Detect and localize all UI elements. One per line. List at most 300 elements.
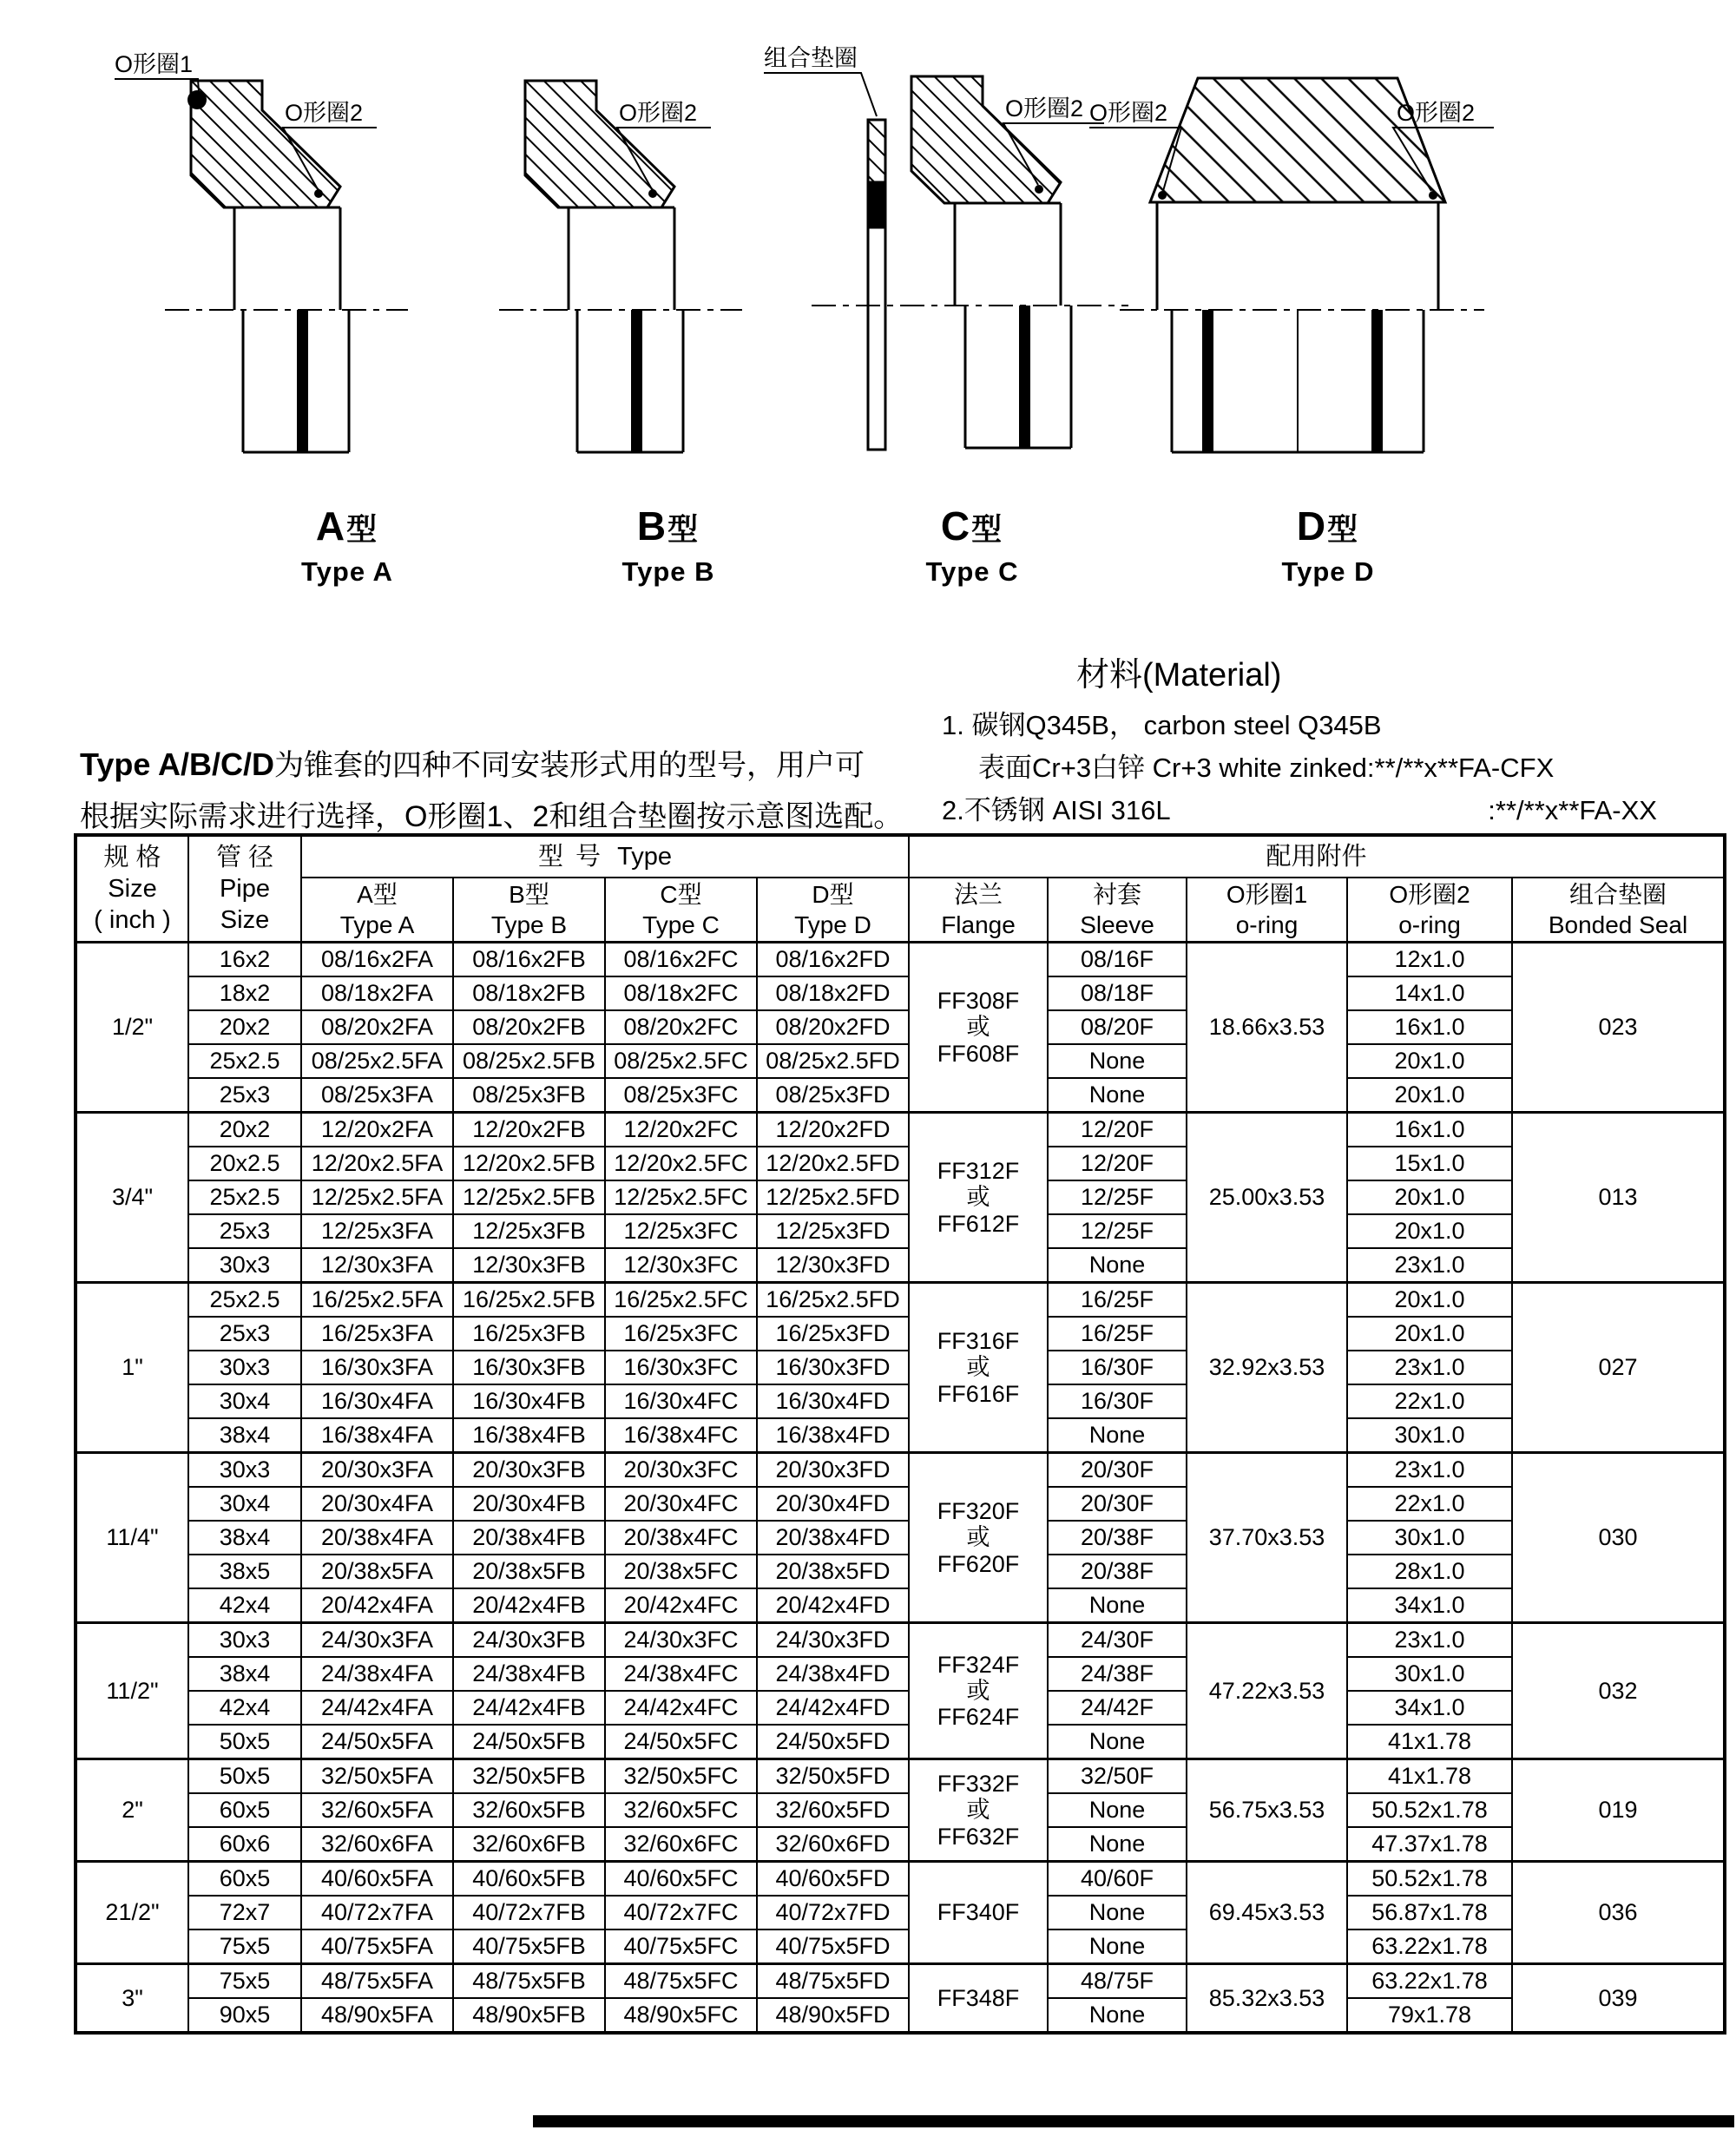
type-d-title: D型 Type D bbox=[1281, 503, 1375, 587]
model-type-c-cell: 08/20x2FC bbox=[605, 1010, 757, 1044]
oring2-cell: 20x1.0 bbox=[1347, 1283, 1512, 1318]
model-type-d-cell: 20/42x4FD bbox=[757, 1588, 909, 1623]
oring2-cell: 12x1.0 bbox=[1347, 943, 1512, 977]
sleeve-cell: 40/60F bbox=[1048, 1862, 1187, 1897]
table-row bbox=[76, 1078, 1725, 1113]
table-row bbox=[76, 1929, 1725, 1964]
model-type-c-cell: 24/50x5FC bbox=[605, 1725, 757, 1759]
model-type-d-cell: 16/25x3FD bbox=[757, 1317, 909, 1351]
col-header-type-group: 型 号 Type bbox=[301, 835, 909, 878]
pipe-size-cell: 20x2 bbox=[188, 1010, 301, 1044]
model-type-a-cell: 40/75x5FA bbox=[301, 1929, 453, 1964]
table-row bbox=[76, 1827, 1725, 1862]
model-type-c-cell: 20/38x5FC bbox=[605, 1555, 757, 1588]
col-header-pipe: 管 径 Pipe Size bbox=[188, 835, 301, 943]
model-type-a-cell: 32/60x6FA bbox=[301, 1827, 453, 1862]
sleeve-cell: 24/30F bbox=[1048, 1623, 1187, 1658]
model-type-b-cell: 24/42x4FB bbox=[453, 1691, 605, 1725]
oring2-callout-label: O形圈2 bbox=[285, 100, 364, 126]
sleeve-cell: None bbox=[1048, 1044, 1187, 1078]
table-row bbox=[76, 1623, 1725, 1658]
model-type-d-cell: 12/30x3FD bbox=[757, 1248, 909, 1283]
sleeve-cell: 24/42F bbox=[1048, 1691, 1187, 1725]
model-type-a-cell: 20/38x4FA bbox=[301, 1521, 453, 1555]
oring2-right-dot bbox=[1429, 191, 1437, 200]
spec-table bbox=[74, 833, 1726, 2035]
sleeve-cell: None bbox=[1048, 1725, 1187, 1759]
sleeve-cell: 08/16F bbox=[1048, 943, 1187, 977]
table-row bbox=[76, 1793, 1725, 1827]
model-type-b-cell: 48/75x5FB bbox=[453, 1964, 605, 1999]
model-type-d-cell: 32/60x6FD bbox=[757, 1827, 909, 1862]
oring2-cell: 41x1.78 bbox=[1347, 1725, 1512, 1759]
model-type-d-cell: 08/18x2FD bbox=[757, 976, 909, 1010]
model-type-d-cell: 12/25x3FD bbox=[757, 1214, 909, 1248]
oring2-cell: 22x1.0 bbox=[1347, 1487, 1512, 1521]
model-type-c-cell: 12/30x3FC bbox=[605, 1248, 757, 1283]
model-type-a-cell: 16/30x3FA bbox=[301, 1351, 453, 1384]
model-type-a-cell: 48/75x5FA bbox=[301, 1964, 453, 1999]
model-type-b-cell: 20/38x4FB bbox=[453, 1521, 605, 1555]
col-header-sleeve: 衬套 Sleeve bbox=[1048, 878, 1187, 943]
model-type-a-cell: 12/30x3FA bbox=[301, 1248, 453, 1283]
oring2-cell: 16x1.0 bbox=[1347, 1113, 1512, 1147]
model-type-d-cell: 32/50x5FD bbox=[757, 1759, 909, 1794]
model-type-d-cell: 08/25x2.5FD bbox=[757, 1044, 909, 1078]
oring2-cell: 50.52x1.78 bbox=[1347, 1793, 1512, 1827]
oring2-cell: 20x1.0 bbox=[1347, 1078, 1512, 1113]
size-cell: 11/2" bbox=[76, 1623, 188, 1759]
sleeve-cell: 20/30F bbox=[1048, 1487, 1187, 1521]
model-type-b-cell: 32/60x5FB bbox=[453, 1793, 605, 1827]
model-type-c-cell: 24/38x4FC bbox=[605, 1657, 757, 1691]
table-row bbox=[76, 1214, 1725, 1248]
model-type-a-cell: 40/60x5FA bbox=[301, 1862, 453, 1897]
table-row bbox=[76, 1317, 1725, 1351]
type-a-diagram bbox=[113, 48, 443, 490]
model-type-c-cell: 32/60x6FC bbox=[605, 1827, 757, 1862]
pipe-size-cell: 30x3 bbox=[188, 1453, 301, 1488]
model-type-c-cell: 40/72x7FC bbox=[605, 1896, 757, 1929]
model-type-c-cell: 20/42x4FC bbox=[605, 1588, 757, 1623]
flange-cross-section-b bbox=[447, 48, 777, 486]
pipe-size-cell: 30x3 bbox=[188, 1248, 301, 1283]
size-cell: 1" bbox=[76, 1283, 188, 1453]
pipe-size-cell: 30x3 bbox=[188, 1351, 301, 1384]
sleeve-cell: 20/38F bbox=[1048, 1555, 1187, 1588]
model-type-b-cell: 24/30x3FB bbox=[453, 1623, 605, 1658]
sleeve-cell: 12/25F bbox=[1048, 1214, 1187, 1248]
model-type-c-cell: 40/60x5FC bbox=[605, 1862, 757, 1897]
pipe-size-cell: 25x3 bbox=[188, 1317, 301, 1351]
model-type-a-cell: 08/18x2FA bbox=[301, 976, 453, 1010]
model-type-d-cell: 08/20x2FD bbox=[757, 1010, 909, 1044]
model-type-d-cell: 48/75x5FD bbox=[757, 1964, 909, 1999]
model-type-d-cell: 20/30x4FD bbox=[757, 1487, 909, 1521]
sleeve-cell: None bbox=[1048, 1929, 1187, 1964]
model-type-b-cell: 16/25x2.5FB bbox=[453, 1283, 605, 1318]
oring2-cell: 50.52x1.78 bbox=[1347, 1862, 1512, 1897]
bonded-seal-cell: 023 bbox=[1512, 943, 1725, 1113]
sleeve-cell: 16/25F bbox=[1048, 1283, 1187, 1318]
model-type-a-cell: 24/50x5FA bbox=[301, 1725, 453, 1759]
oring1-cell: 56.75x3.53 bbox=[1187, 1759, 1347, 1862]
sleeve-cell: 32/50F bbox=[1048, 1759, 1187, 1794]
col-header-type-d: D型 Type D bbox=[757, 878, 909, 943]
table-row bbox=[76, 976, 1725, 1010]
intro-paragraph: Type A/B/C/D为锥套的四种不同安装形式用的型号，用户可 根据实际需求进行选择，O形圈1、2和组合垫圈按示意图选配。 bbox=[80, 746, 904, 833]
size-cell: 21/2" bbox=[76, 1862, 188, 1964]
oring2-cell: 20x1.0 bbox=[1347, 1044, 1512, 1078]
sleeve-cell: None bbox=[1048, 1078, 1187, 1113]
model-type-a-cell: 24/42x4FA bbox=[301, 1691, 453, 1725]
oring1-callout-label: O形圈1 bbox=[115, 51, 194, 77]
oring2-cell: 30x1.0 bbox=[1347, 1657, 1512, 1691]
col-header-flange: 法兰 Flange bbox=[909, 878, 1048, 943]
model-type-a-cell: 32/50x5FA bbox=[301, 1759, 453, 1794]
sleeve-cell: 12/20F bbox=[1048, 1147, 1187, 1180]
model-type-a-cell: 20/30x3FA bbox=[301, 1453, 453, 1488]
model-type-d-cell: 16/38x4FD bbox=[757, 1418, 909, 1453]
oring2-cell: 23x1.0 bbox=[1347, 1623, 1512, 1658]
table-row bbox=[76, 1248, 1725, 1283]
model-type-b-cell: 08/20x2FB bbox=[453, 1010, 605, 1044]
sleeve-cell: None bbox=[1048, 1418, 1187, 1453]
model-type-b-cell: 40/72x7FB bbox=[453, 1896, 605, 1929]
model-type-d-cell: 24/38x4FD bbox=[757, 1657, 909, 1691]
model-type-d-cell: 24/30x3FD bbox=[757, 1623, 909, 1658]
material-title: 材料(Material) bbox=[1076, 657, 1282, 694]
pipe-size-cell: 72x7 bbox=[188, 1896, 301, 1929]
model-type-c-cell: 20/38x4FC bbox=[605, 1521, 757, 1555]
model-type-b-cell: 12/25x2.5FB bbox=[453, 1180, 605, 1214]
model-type-d-cell: 20/30x3FD bbox=[757, 1453, 909, 1488]
model-type-c-cell: 48/75x5FC bbox=[605, 1964, 757, 1999]
model-type-d-cell: 08/16x2FD bbox=[757, 943, 909, 977]
model-type-b-cell: 40/60x5FB bbox=[453, 1862, 605, 1897]
table-row bbox=[76, 1657, 1725, 1691]
bonded-seal-cell: 039 bbox=[1512, 1964, 1725, 2034]
model-type-a-cell: 08/25x2.5FA bbox=[301, 1044, 453, 1078]
table-row bbox=[76, 1418, 1725, 1453]
table-row bbox=[76, 1147, 1725, 1180]
bonded-seal-cell: 032 bbox=[1512, 1623, 1725, 1759]
type-c-diagram bbox=[764, 43, 1137, 486]
material-line-3: 2.不锈钢 AISI 316L :**/**x**FA-XX bbox=[942, 794, 1657, 825]
model-type-b-cell: 32/60x6FB bbox=[453, 1827, 605, 1862]
model-type-b-cell: 24/50x5FB bbox=[453, 1725, 605, 1759]
model-type-b-cell: 08/16x2FB bbox=[453, 943, 605, 977]
model-type-c-cell: 48/90x5FC bbox=[605, 1998, 757, 2033]
type-a-title: A型 Type A bbox=[301, 503, 393, 587]
oring2-cell: 22x1.0 bbox=[1347, 1384, 1512, 1418]
flange-cell: FF320F 或 FF620F bbox=[909, 1453, 1048, 1623]
flange-cell: FF332F 或 FF632F bbox=[909, 1759, 1048, 1862]
model-type-d-cell: 20/38x5FD bbox=[757, 1555, 909, 1588]
pipe-size-cell: 60x6 bbox=[188, 1827, 301, 1862]
bonded-seal-cell: 013 bbox=[1512, 1113, 1725, 1283]
model-type-c-cell: 16/30x3FC bbox=[605, 1351, 757, 1384]
table-row bbox=[76, 1588, 1725, 1623]
size-cell: 3/4" bbox=[76, 1113, 188, 1283]
table-row bbox=[76, 1964, 1725, 1999]
pipe-size-cell: 60x5 bbox=[188, 1862, 301, 1897]
col-header-accessories: 配用附件 bbox=[909, 835, 1725, 878]
model-type-a-cell: 20/42x4FA bbox=[301, 1588, 453, 1623]
pipe-size-cell: 42x4 bbox=[188, 1588, 301, 1623]
oring2-cell: 34x1.0 bbox=[1347, 1691, 1512, 1725]
oring2-cell: 63.22x1.78 bbox=[1347, 1929, 1512, 1964]
model-type-d-cell: 12/20x2.5FD bbox=[757, 1147, 909, 1180]
model-type-a-cell: 20/30x4FA bbox=[301, 1487, 453, 1521]
model-type-b-cell: 08/25x3FB bbox=[453, 1078, 605, 1113]
pipe-size-cell: 30x4 bbox=[188, 1384, 301, 1418]
model-type-a-cell: 08/16x2FA bbox=[301, 943, 453, 977]
sleeve-cell: None bbox=[1048, 1998, 1187, 2033]
pipe-size-cell: 25x3 bbox=[188, 1078, 301, 1113]
material-line-1: 1. 碳钢Q345B， carbon steel Q345B bbox=[942, 710, 1382, 741]
pipe-size-cell: 60x5 bbox=[188, 1793, 301, 1827]
oring2-right-callout-label: O形圈2 bbox=[1397, 100, 1476, 126]
sleeve-cell: 12/20F bbox=[1048, 1113, 1187, 1147]
sleeve-cell: 12/25F bbox=[1048, 1180, 1187, 1214]
sleeve-cell: 20/30F bbox=[1048, 1453, 1187, 1488]
model-type-a-cell: 48/90x5FA bbox=[301, 1998, 453, 2033]
pipe-size-cell: 75x5 bbox=[188, 1964, 301, 1999]
pipe-size-cell: 25x2.5 bbox=[188, 1180, 301, 1214]
table-row bbox=[76, 1453, 1725, 1488]
sleeve-cell: None bbox=[1048, 1588, 1187, 1623]
model-type-c-cell: 08/25x2.5FC bbox=[605, 1044, 757, 1078]
type-b-diagram bbox=[447, 48, 777, 490]
pipe-size-cell: 38x4 bbox=[188, 1657, 301, 1691]
oring2-cell: 20x1.0 bbox=[1347, 1180, 1512, 1214]
table-row bbox=[76, 1521, 1725, 1555]
oring2-callout-label: O形圈2 bbox=[1005, 95, 1084, 122]
model-type-b-cell: 12/20x2FB bbox=[453, 1113, 605, 1147]
oring2-cell: 41x1.78 bbox=[1347, 1759, 1512, 1794]
sleeve-cell: 20/38F bbox=[1048, 1521, 1187, 1555]
model-type-a-cell: 16/25x3FA bbox=[301, 1317, 453, 1351]
pipe-size-cell: 50x5 bbox=[188, 1725, 301, 1759]
oring2-cell: 28x1.0 bbox=[1347, 1555, 1512, 1588]
pipe-size-cell: 50x5 bbox=[188, 1759, 301, 1794]
model-type-a-cell: 16/30x4FA bbox=[301, 1384, 453, 1418]
model-type-b-cell: 20/38x5FB bbox=[453, 1555, 605, 1588]
pipe-size-cell: 18x2 bbox=[188, 976, 301, 1010]
table-row bbox=[76, 1759, 1725, 1794]
model-type-a-cell: 12/25x3FA bbox=[301, 1214, 453, 1248]
model-type-a-cell: 12/20x2.5FA bbox=[301, 1147, 453, 1180]
pipe-size-cell: 25x2.5 bbox=[188, 1044, 301, 1078]
model-type-d-cell: 12/20x2FD bbox=[757, 1113, 909, 1147]
model-type-a-cell: 24/30x3FA bbox=[301, 1623, 453, 1658]
sleeve-cell: 08/18F bbox=[1048, 976, 1187, 1010]
oring2-cell: 79x1.78 bbox=[1347, 1998, 1512, 2033]
oring2-cell: 14x1.0 bbox=[1347, 976, 1512, 1010]
bonded-seal-cell: 036 bbox=[1512, 1862, 1725, 1964]
bonded-seal-callout-label: 组合垫圈 bbox=[764, 45, 858, 71]
flange-cell: FF340F bbox=[909, 1862, 1048, 1964]
size-cell: 1/2" bbox=[76, 943, 188, 1113]
table-row bbox=[76, 1691, 1725, 1725]
oring1-cell: 32.92x3.53 bbox=[1187, 1283, 1347, 1453]
sleeve-cell: 16/30F bbox=[1048, 1384, 1187, 1418]
model-type-d-cell: 24/50x5FD bbox=[757, 1725, 909, 1759]
model-type-d-cell: 32/60x5FD bbox=[757, 1793, 909, 1827]
table-row bbox=[76, 943, 1725, 977]
oring1-dot bbox=[187, 90, 207, 109]
bonded-seal-cell: 027 bbox=[1512, 1283, 1725, 1453]
model-type-b-cell: 16/25x3FB bbox=[453, 1317, 605, 1351]
table-row bbox=[76, 1180, 1725, 1214]
pipe-size-cell: 30x3 bbox=[188, 1623, 301, 1658]
col-header-size: 规 格 Size ( inch ) bbox=[76, 835, 188, 943]
footer-bar bbox=[533, 2115, 1734, 2127]
oring2-dot bbox=[648, 189, 657, 198]
sleeve-cell: None bbox=[1048, 1248, 1187, 1283]
oring1-cell: 37.70x3.53 bbox=[1187, 1453, 1347, 1623]
table-row bbox=[76, 1010, 1725, 1044]
oring1-cell: 47.22x3.53 bbox=[1187, 1623, 1347, 1759]
table-row bbox=[76, 1044, 1725, 1078]
sleeve-cell: 16/25F bbox=[1048, 1317, 1187, 1351]
model-type-a-cell: 12/20x2FA bbox=[301, 1113, 453, 1147]
flange-cell: FF316F 或 FF616F bbox=[909, 1283, 1048, 1453]
sleeve-cell: 24/38F bbox=[1048, 1657, 1187, 1691]
sleeve-cell: 08/20F bbox=[1048, 1010, 1187, 1044]
model-type-a-cell: 12/25x2.5FA bbox=[301, 1180, 453, 1214]
model-type-d-cell: 24/42x4FD bbox=[757, 1691, 909, 1725]
sleeve-cell: 48/75F bbox=[1048, 1964, 1187, 1999]
model-type-b-cell: 12/20x2.5FB bbox=[453, 1147, 605, 1180]
col-header-bonded-seal: 组合垫圈 Bonded Seal bbox=[1512, 878, 1725, 943]
model-type-b-cell: 16/30x3FB bbox=[453, 1351, 605, 1384]
pipe-size-cell: 25x2.5 bbox=[188, 1283, 301, 1318]
pipe-size-cell: 20x2 bbox=[188, 1113, 301, 1147]
oring2-cell: 20x1.0 bbox=[1347, 1214, 1512, 1248]
model-type-c-cell: 08/25x3FC bbox=[605, 1078, 757, 1113]
material-line-2: 表面Cr+3白锌 Cr+3 white zinked:**/**x**FA-CFX bbox=[978, 753, 1555, 783]
model-type-a-cell: 08/25x3FA bbox=[301, 1078, 453, 1113]
pipe-size-cell: 75x5 bbox=[188, 1929, 301, 1964]
model-type-b-cell: 40/75x5FB bbox=[453, 1929, 605, 1964]
oring1-cell: 25.00x3.53 bbox=[1187, 1113, 1347, 1283]
model-type-c-cell: 08/18x2FC bbox=[605, 976, 757, 1010]
intro-lead: Type A/B/C/D bbox=[80, 746, 275, 782]
table-row bbox=[76, 1998, 1725, 2033]
model-type-c-cell: 12/25x2.5FC bbox=[605, 1180, 757, 1214]
oring2-cell: 23x1.0 bbox=[1347, 1248, 1512, 1283]
table-row bbox=[76, 1283, 1725, 1318]
table-row bbox=[76, 1896, 1725, 1929]
oring2-callout-label: O形圈2 bbox=[619, 100, 698, 126]
bonded-seal-cell: 030 bbox=[1512, 1453, 1725, 1623]
flange-cell: FF308F 或 FF608F bbox=[909, 943, 1048, 1113]
oring2-cell: 20x1.0 bbox=[1347, 1317, 1512, 1351]
table-row bbox=[76, 1487, 1725, 1521]
oring1-cell: 18.66x3.53 bbox=[1187, 943, 1347, 1113]
model-type-d-cell: 16/30x3FD bbox=[757, 1351, 909, 1384]
oring2-dot bbox=[314, 189, 323, 198]
size-cell: 2" bbox=[76, 1759, 188, 1862]
model-type-a-cell: 16/25x2.5FA bbox=[301, 1283, 453, 1318]
model-type-d-cell: 40/60x5FD bbox=[757, 1862, 909, 1897]
oring2-cell: 47.37x1.78 bbox=[1347, 1827, 1512, 1862]
col-header-oring2: O形圈2 o-ring bbox=[1347, 878, 1512, 943]
model-type-b-cell: 48/90x5FB bbox=[453, 1998, 605, 2033]
oring2-left-callout-label: O形圈2 bbox=[1089, 100, 1168, 126]
sleeve-cell: 16/30F bbox=[1048, 1351, 1187, 1384]
model-type-a-cell: 40/72x7FA bbox=[301, 1896, 453, 1929]
model-type-a-cell: 24/38x4FA bbox=[301, 1657, 453, 1691]
model-type-c-cell: 40/75x5FC bbox=[605, 1929, 757, 1964]
model-type-d-cell: 16/30x4FD bbox=[757, 1384, 909, 1418]
type-d-diagram bbox=[1089, 48, 1497, 490]
model-type-b-cell: 20/30x4FB bbox=[453, 1487, 605, 1521]
bonded-seal-cell: 019 bbox=[1512, 1759, 1725, 1862]
model-type-c-cell: 08/16x2FC bbox=[605, 943, 757, 977]
model-type-d-cell: 40/72x7FD bbox=[757, 1896, 909, 1929]
oring2-cell: 23x1.0 bbox=[1347, 1351, 1512, 1384]
sleeve-cell: None bbox=[1048, 1896, 1187, 1929]
model-type-a-cell: 16/38x4FA bbox=[301, 1418, 453, 1453]
pipe-size-cell: 16x2 bbox=[188, 943, 301, 977]
model-type-c-cell: 24/42x4FC bbox=[605, 1691, 757, 1725]
model-type-c-cell: 24/30x3FC bbox=[605, 1623, 757, 1658]
table-row bbox=[76, 1113, 1725, 1147]
model-type-b-cell: 08/18x2FB bbox=[453, 976, 605, 1010]
table-row bbox=[76, 1384, 1725, 1418]
model-type-b-cell: 20/42x4FB bbox=[453, 1588, 605, 1623]
pipe-size-cell: 90x5 bbox=[188, 1998, 301, 2033]
model-type-d-cell: 48/90x5FD bbox=[757, 1998, 909, 2033]
model-type-c-cell: 32/60x5FC bbox=[605, 1793, 757, 1827]
model-type-b-cell: 20/30x3FB bbox=[453, 1453, 605, 1488]
model-type-c-cell: 20/30x3FC bbox=[605, 1453, 757, 1488]
oring2-cell: 30x1.0 bbox=[1347, 1521, 1512, 1555]
col-header-type-a: A型 Type A bbox=[301, 878, 453, 943]
size-cell: 11/4" bbox=[76, 1453, 188, 1623]
type-b-title: B型 Type B bbox=[621, 503, 715, 587]
sleeve-cell: None bbox=[1048, 1793, 1187, 1827]
model-type-d-cell: 20/38x4FD bbox=[757, 1521, 909, 1555]
model-type-b-cell: 32/50x5FB bbox=[453, 1759, 605, 1794]
model-type-b-cell: 16/30x4FB bbox=[453, 1384, 605, 1418]
model-type-b-cell: 12/25x3FB bbox=[453, 1214, 605, 1248]
size-cell: 3" bbox=[76, 1964, 188, 2034]
flange-cell: FF348F bbox=[909, 1964, 1048, 2034]
oring2-cell: 56.87x1.78 bbox=[1347, 1896, 1512, 1929]
oring2-cell: 23x1.0 bbox=[1347, 1453, 1512, 1488]
oring2-cell: 34x1.0 bbox=[1347, 1588, 1512, 1623]
model-type-d-cell: 12/25x2.5FD bbox=[757, 1180, 909, 1214]
model-type-d-cell: 16/25x2.5FD bbox=[757, 1283, 909, 1318]
flange-cross-section-c bbox=[764, 43, 1137, 482]
pipe-size-cell: 30x4 bbox=[188, 1487, 301, 1521]
flange-cell: FF324F 或 FF624F bbox=[909, 1623, 1048, 1759]
pipe-size-cell: 25x3 bbox=[188, 1214, 301, 1248]
oring2-cell: 30x1.0 bbox=[1347, 1418, 1512, 1453]
model-type-a-cell: 32/60x5FA bbox=[301, 1793, 453, 1827]
table-row bbox=[76, 1862, 1725, 1897]
type-c-title: C型 Type C bbox=[925, 503, 1019, 587]
sleeve-cell: None bbox=[1048, 1827, 1187, 1862]
model-type-d-cell: 08/25x3FD bbox=[757, 1078, 909, 1113]
model-type-c-cell: 32/50x5FC bbox=[605, 1759, 757, 1794]
model-type-d-cell: 40/75x5FD bbox=[757, 1929, 909, 1964]
table-row bbox=[76, 1555, 1725, 1588]
